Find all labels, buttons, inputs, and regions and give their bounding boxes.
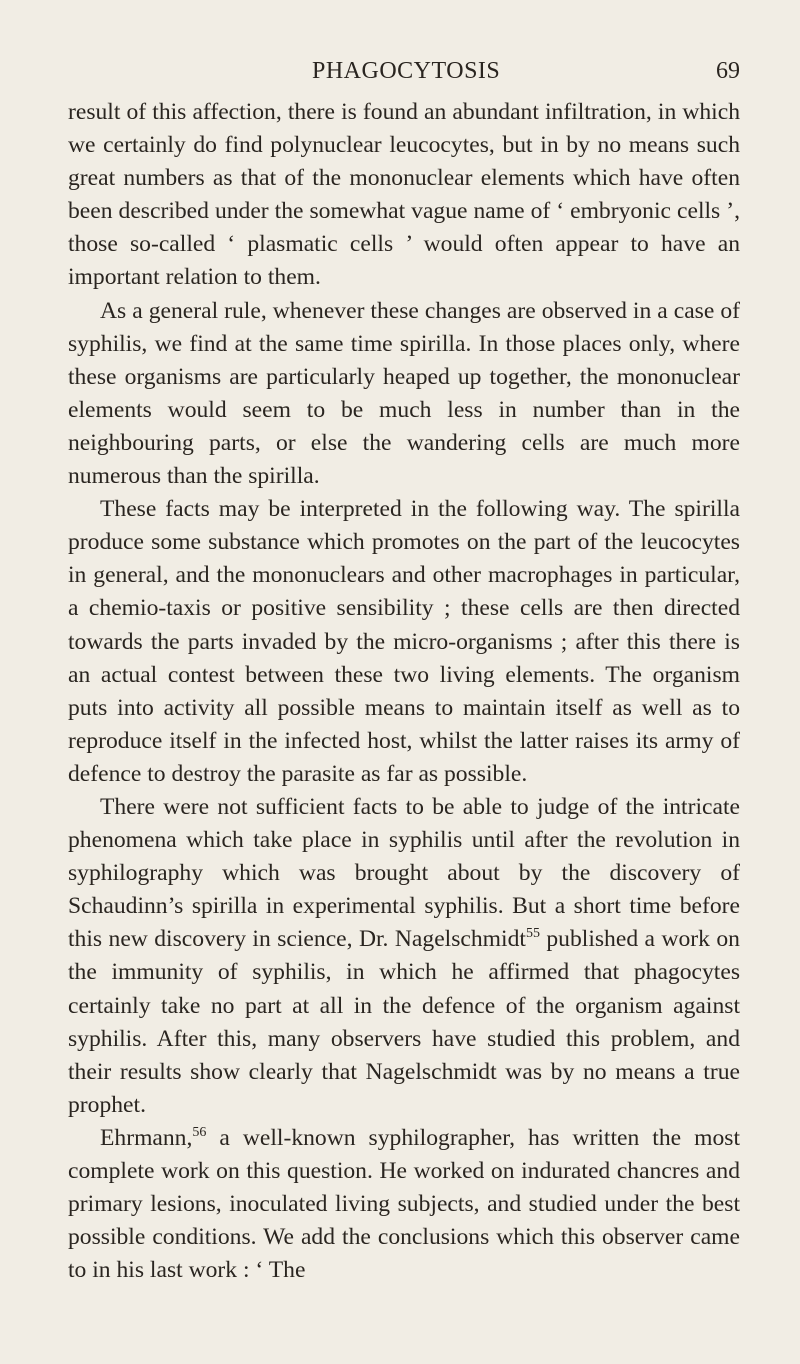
paragraph-2 [68,295,740,494]
paragraph-text-continued: a well-known syphilographer, has written the most complete work on this question. He worked on indurated chancres and primary lesions, inoculated living subjects, and studied under the best possible conditions. We add the conclusions which this observer came to in his last work : ‘ The [68,1124,740,1284]
page-header [0,58,800,92]
paragraph-1 [68,96,740,295]
paragraph-text: As a general rule, whenever these changes are observed in a case of syphilis, we find at the same time spirilla. In those places only, where these organisms are particularly heaped up together, the mononuclear elements would seem to be much less in number than in the neighbouring parts, or else the wandering cells are much more numerous than the spirilla. [68,297,740,490]
paragraph-3 [68,493,740,791]
running-head: PHAGOCYTOSIS [312,58,501,84]
paragraph-text: Ehrmann, [100,1124,193,1151]
paragraph-text-continued: published a work on the immunity of syphilis, in which he affirmed that phagocytes certainly take no part at all in the defence of the organism against syphilis. After this, many observers have studied this problem, and their results show clearly that Nagelschmidt was by no means a true prophet. [68,926,740,1118]
page-number: 69 [716,58,740,84]
paragraph-4 [68,791,740,1122]
paragraph-text: There were not sufficient facts to be able to judge of the intricate phenomena which take place in syphilis until after the revolution in syphilography which was brought about by the discovery of Schaudinn’s spirilla in experimental syphilis. But a short time before this new discovery in science, Dr. Nagelschmidt [68,793,740,953]
footnote-marker-56: 56 [192,1124,207,1140]
paragraph-text: These facts may be interpreted in the following way. The spirilla produce some substance which promotes on the part of the leucocytes in general, and the mononuclears and other macrophages in particular, a chemio-taxis or positive sensibility ; these cells are then directed towards the parts invaded by the micro-organisms ; after this there is an actual contest between these two living elements. The organism puts into activity all possible means to maintain itself as well as to reproduce itself in the infected host, whilst the latter raises its army of defence to destroy the parasite as far as possible. [68,496,740,787]
body-text [68,96,740,1287]
footnote-marker-55: 55 [525,926,540,942]
paragraph-text: result of this affection, there is found an abundant infiltration, in which we certainly do find polynuclear leucocytes, but in by no means such great numbers as that of the mononuclear elements which have often been described under the somewhat vague name of ‘ embryonic cells ’, those so-called ‘ plasmatic cells ’ would often appear to have an important relation to them. [68,99,740,291]
paragraph-5 [68,1122,740,1287]
